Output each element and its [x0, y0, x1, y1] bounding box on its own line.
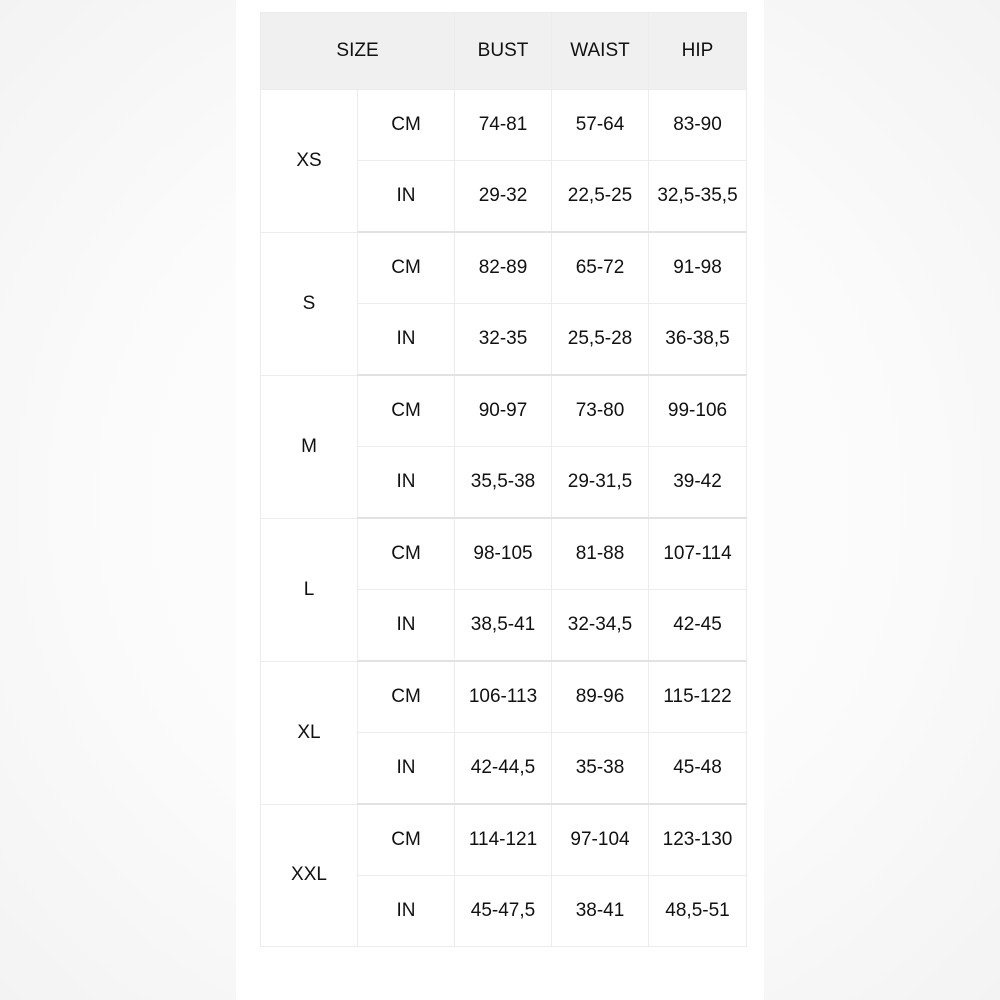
bust-cell: 82-89: [455, 232, 552, 304]
size-label: M: [261, 375, 358, 518]
unit-cell: IN: [358, 304, 455, 376]
size-chart-table: [260, 12, 747, 947]
unit-cell: IN: [358, 590, 455, 662]
hip-cell: 39-42: [649, 447, 747, 519]
unit-cell: IN: [358, 447, 455, 519]
bust-cell: 114-121: [455, 804, 552, 876]
table-row: [261, 90, 747, 161]
header-size: SIZE: [261, 13, 455, 90]
hip-cell: 48,5-51: [649, 876, 747, 947]
header-waist: WAIST: [552, 13, 649, 90]
unit-cell: CM: [358, 232, 455, 304]
hip-cell: 45-48: [649, 733, 747, 805]
unit-cell: CM: [358, 804, 455, 876]
header-row: [261, 13, 747, 90]
size-label: XXL: [261, 804, 358, 947]
bust-cell: 90-97: [455, 375, 552, 447]
unit-cell: CM: [358, 375, 455, 447]
waist-cell: 81-88: [552, 518, 649, 590]
table-row: [261, 232, 747, 304]
bust-cell: 106-113: [455, 661, 552, 733]
waist-cell: 32-34,5: [552, 590, 649, 662]
hip-cell: 83-90: [649, 90, 747, 161]
size-label: L: [261, 518, 358, 661]
hip-cell: 123-130: [649, 804, 747, 876]
hip-cell: 107-114: [649, 518, 747, 590]
header-hip: HIP: [649, 13, 747, 90]
unit-cell: CM: [358, 90, 455, 161]
header-bust: BUST: [455, 13, 552, 90]
hip-cell: 115-122: [649, 661, 747, 733]
waist-cell: 25,5-28: [552, 304, 649, 376]
bust-cell: 42-44,5: [455, 733, 552, 805]
unit-cell: CM: [358, 518, 455, 590]
bust-cell: 74-81: [455, 90, 552, 161]
table-row: [261, 375, 747, 447]
hip-cell: 91-98: [649, 232, 747, 304]
unit-cell: CM: [358, 661, 455, 733]
hip-cell: 42-45: [649, 590, 747, 662]
waist-cell: 73-80: [552, 375, 649, 447]
waist-cell: 38-41: [552, 876, 649, 947]
bust-cell: 45-47,5: [455, 876, 552, 947]
waist-cell: 65-72: [552, 232, 649, 304]
waist-cell: 22,5-25: [552, 161, 649, 233]
table-row: [261, 804, 747, 876]
size-label: XL: [261, 661, 358, 804]
size-label: XS: [261, 90, 358, 233]
unit-cell: IN: [358, 733, 455, 805]
hip-cell: 99-106: [649, 375, 747, 447]
unit-cell: IN: [358, 161, 455, 233]
hip-cell: 36-38,5: [649, 304, 747, 376]
table-row: [261, 518, 747, 590]
bust-cell: 38,5-41: [455, 590, 552, 662]
waist-cell: 57-64: [552, 90, 649, 161]
hip-cell: 32,5-35,5: [649, 161, 747, 233]
waist-cell: 29-31,5: [552, 447, 649, 519]
size-label: S: [261, 232, 358, 375]
bust-cell: 98-105: [455, 518, 552, 590]
table-row: [261, 661, 747, 733]
bust-cell: 32-35: [455, 304, 552, 376]
waist-cell: 89-96: [552, 661, 649, 733]
waist-cell: 97-104: [552, 804, 649, 876]
unit-cell: IN: [358, 876, 455, 947]
waist-cell: 35-38: [552, 733, 649, 805]
bust-cell: 29-32: [455, 161, 552, 233]
bust-cell: 35,5-38: [455, 447, 552, 519]
